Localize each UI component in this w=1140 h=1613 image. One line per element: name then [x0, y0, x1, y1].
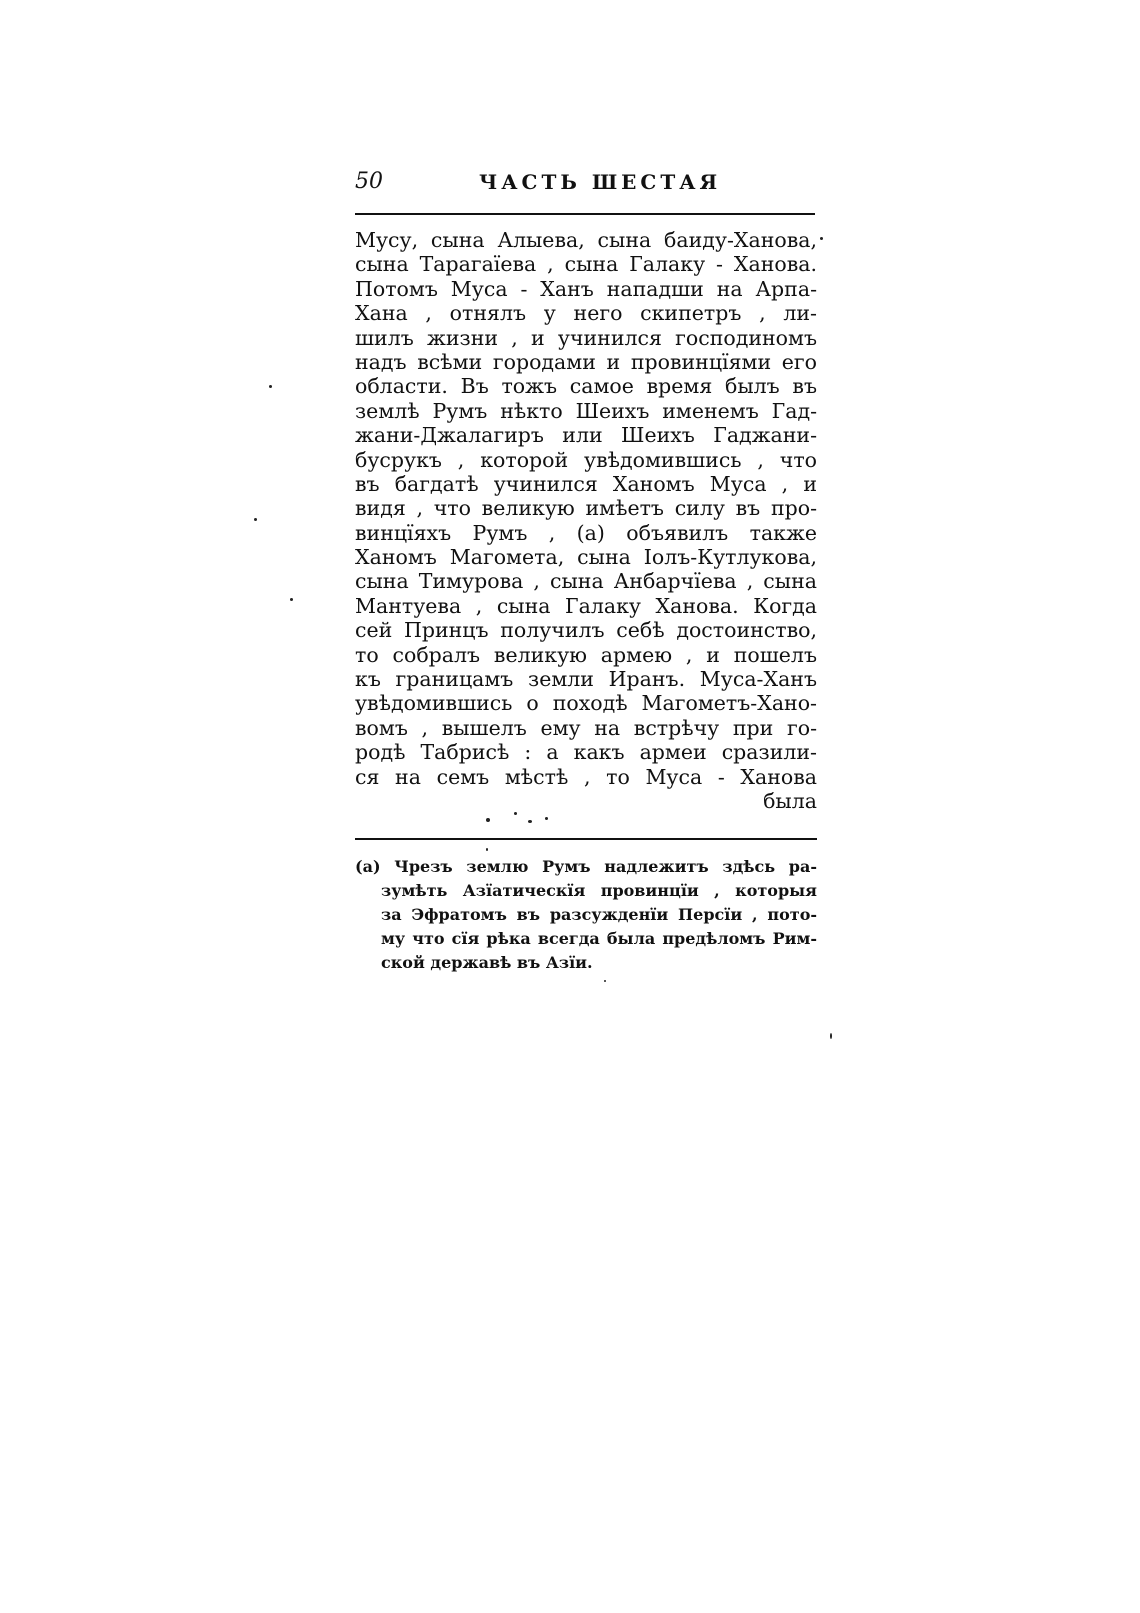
header-rule — [355, 213, 815, 215]
text-line: шилъ жизни , и учинился господиномъ — [355, 325, 817, 350]
text-line: надъ всѣми городами и провинцїями его — [355, 349, 817, 374]
page-number: 50 — [355, 169, 383, 194]
text-line: въ багдатѣ учинился Ханомъ Муса , и — [355, 471, 817, 496]
text-line: сей Принцъ получилъ себѣ достоинство, — [355, 618, 817, 643]
ink-speck — [830, 1033, 832, 1039]
ink-speck — [486, 818, 490, 822]
text-line: вомъ , вышелъ ему на встрѣчу при го- — [355, 715, 817, 740]
footnote-rule — [355, 838, 817, 840]
text-line: то собралъ великую армею , и пошелъ — [355, 642, 817, 667]
text-line: жани-Джалагиръ или Шеихъ Гаджани- — [355, 423, 817, 448]
text-line: Потомъ Муса - Ханъ нападши на Арпа- — [355, 276, 817, 301]
text-line: области. Въ тожъ самое время былъ въ — [355, 374, 817, 399]
text-line: видя , что великую имѣетъ силу въ про- — [355, 496, 817, 521]
catchword: была — [763, 788, 817, 813]
page-header — [355, 166, 845, 198]
footnote-line: за Эфратомъ въ разсужденїи Персїи , пото- — [381, 905, 817, 924]
ink-speck — [514, 812, 517, 815]
text-line: Мантуева , сына Галаку Ханова. Когда — [355, 593, 817, 618]
text-line: Ханомъ Магомета, сына Іолъ-Кутлукова, — [355, 545, 817, 570]
running-head: ЧАСТЬ ШЕСТАЯ — [479, 170, 722, 194]
text-line: сына Тарагаїева , сына Галаку - Ханова. — [355, 252, 817, 277]
text-line: винцїяхъ Румъ , (а) объявилъ также — [355, 520, 817, 545]
footnote-line: (а) Чрезъ землю Румъ надлежитъ здѣсь ра- — [355, 857, 817, 876]
text-line: Мусу, сына Алыева, сына баиду-Ханова, — [355, 228, 817, 252]
main-text — [355, 228, 817, 813]
ink-speck — [269, 385, 272, 388]
text-line: Хана , отнялъ у него скипетръ , ли- — [355, 301, 817, 326]
footnote-line: ской державѣ въ Азїи. — [381, 953, 593, 972]
footnote — [355, 855, 817, 975]
text-line: землѣ Румъ нѣкто Шеихъ именемъ Гад- — [355, 398, 817, 423]
ink-speck — [604, 980, 606, 982]
ink-speck — [290, 598, 293, 601]
text-line: бусрукъ , которой увѣдомившись , что — [355, 447, 817, 472]
text-line: сына Тимурова , сына Анбарчїева , сына — [355, 569, 817, 594]
ink-speck — [254, 518, 257, 521]
footnote-line: му что сїя рѣка всегда была предѣломъ Рим- — [381, 929, 817, 948]
ink-speck — [820, 237, 823, 240]
text-line: увѣдомившись о походѣ Магометъ-Хано- — [355, 691, 817, 716]
ink-speck — [486, 848, 488, 851]
ink-speck — [528, 820, 532, 823]
footnote-line: зумѣть Азїатическїя провинцїи , которыя — [381, 881, 817, 900]
text-line: ся на семъ мѣстѣ , то Муса - Ханова — [355, 764, 817, 789]
ink-speck — [545, 817, 548, 820]
text-line: къ границамъ земли Иранъ. Муса-Ханъ — [355, 667, 817, 692]
text-line: родѣ Табрисѣ : а какъ армеи сразили- — [355, 740, 817, 765]
